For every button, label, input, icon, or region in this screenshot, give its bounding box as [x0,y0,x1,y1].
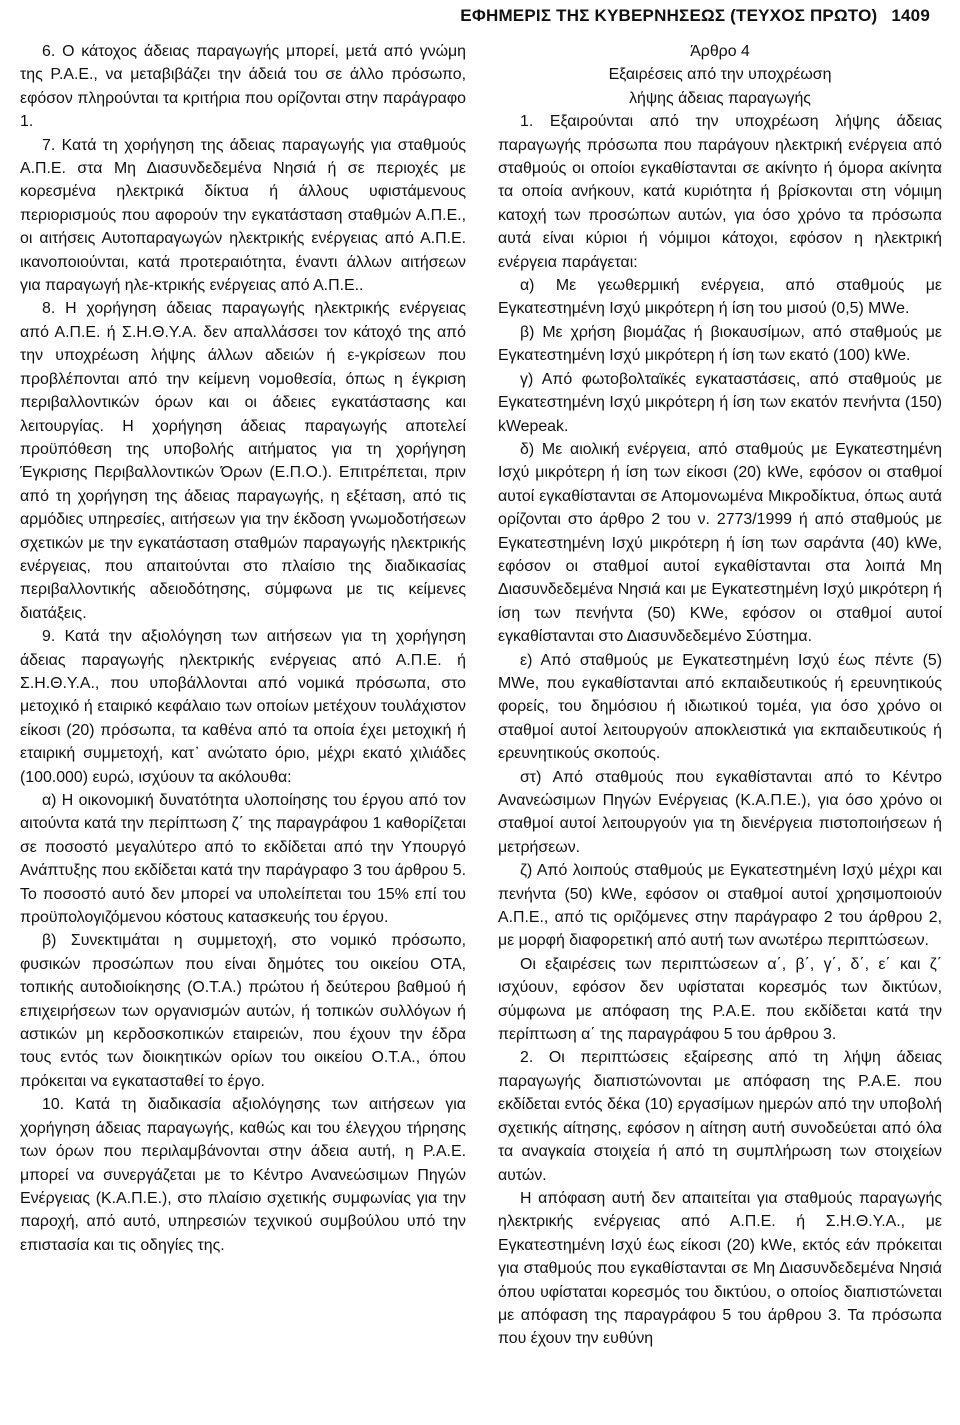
paragraph: ε) Από σταθμούς με Εγκατεστημένη Ισχύ έως πέντε (5) MWe, που εγκαθίστανται από εκπαιδευτικούς ή ερευνητικούς φορείς, του δημόσιου ή ιδιωτικού τομέα, για όσο χρόνο οι σταθμοί αυτοί λειτουργούν αποκλειστικά για εκπαιδευτικούς ή ερευνητικούς σκοπούς. [498,651,942,763]
paragraph: Οι εξαιρέσεις των περιπτώσεων α΄, β΄, γ΄, δ΄, ε΄ και ζ΄ ισχύουν, εφόσον δεν υφίσταται κορεσμός των δικτύων, σύμφωνα με απόφαση της Ρ.Α.Ε. που εκδίδεται κατά την περίπτωση α΄ της παραγράφου 5 του άρθρου 3. [498,955,942,1044]
paragraph: β) Συνεκτιμάται η συμμετοχή, στο νομικό πρόσωπο, φυσικών προσώπων που είναι δημότες του οικείου ΟΤΑ, τοπικής αυτοδιοίκησης (Ο.Τ.Α.) πρώτου ή δεύτερου βαθμού ή επιχειρήσεων των οργανισμών αυτών, ή τοπικών συλλόγων ή αστικών μη κερδοσκοπικών εταιρειών, που έχουν την έδρα τους εντός των διοικητικών ορίων του οικείου Ο.Τ.Α., όπου πρόκειται να εγκατασταθεί το έργο. [20,932,466,1090]
paragraph: α) Η οικονομική δυνατότητα υλοποίησης του έργου από τον αιτούντα κατά την περίπτωση ζ΄ της παραγράφου 1 καθορίζεται σε ποσοστό μεγαλύτερο από το εκδίδεται από την Υπουργό Ανάπτυξης που εκδίδεται κατά την παράγραφο 3 του άρθρου 5. Το ποσοστό αυτό δεν μπορεί να υπολείπεται του 15% επί του προϋπολογιζόμενου κόστους κατασκευής του έργου. [20,792,466,927]
page-header [0,6,930,26]
paragraph: 2. Οι περιπτώσεις εξαίρεσης από τη λήψη άδειας παραγωγής διαπιστώνονται με απόφαση της Ρ.Α.Ε. που εκδίδεται εντός δέκα (10) εργασίμων ημερών από την υποβολή σχετικής αίτησης, εφόσον η αίτηση αυτή συνοδεύεται από όλα τα αναγκαία στοιχεία ή από τη συμπλήρωση των στοιχείων αυτών. [498,1049,942,1184]
paragraph: γ) Από φωτοβολταϊκές εγκαταστάσεις, από σταθμούς με Εγκατεστημένη Ισχύ μικρότερη ή ίση των εκατόν πενήντα (150) kWepeak. [498,370,942,435]
paragraph: 8. Η χορήγηση άδειας παραγωγής ηλεκτρικής ενέργειας από Α.Π.Ε. ή Σ.Η.Θ.Υ.Α. δεν απαλλάσσει τον κάτοχό της από την υποχρέωση λήψης άλλων αδειών ή ε-γκρίσεων που προβλέπονται από την κείμενη νομοθεσία, όπως η έγκριση περιβαλλοντικών όρων και οι άδειες εγκατάστασης και λειτουργίας. Η χορήγηση άδειας παραγωγής αποτελεί προϋπόθεση της υποβολής αιτήματος για τη χορήγηση Έγκρισης Περιβαλλοντικών Όρων (Ε.Π.Ο.). Επιτρέπεται, πριν από τη χορήγηση της άδειας παραγωγής, η εξέταση, από τις αρμόδιες υπηρεσίες, αιτήσεων για την έκδοση γνωμοδοτήσεων σχετικών με την εγκατάσταση σταθμών παραγωγής ηλεκτρικής ενέργειας, που απαιτούνται στο πλαίσιο της διαδικασίας περιβαλλοντικής αδειοδότησης, σύμφωνα με τις κείμενες διατάξεις. [20,300,466,622]
paragraph: 9. Κατά την αξιολόγηση των αιτήσεων για τη χορήγηση άδειας παραγωγής ηλεκτρικής ενέργειας από Α.Π.Ε. ή Σ.Η.Θ.Υ.Α., που υποβάλλονται από νομικά πρόσωπα, στο μετοχικό ή εταιρικό κεφάλαιο των οποίων μετέχουν τουλάχιστον είκοσι (20) πρόσωπα, τα καθένα από τα οποία έχει μετοχική ή εταιρική συμμετοχή, κατ᾽ ανώτατο όριο, μέχρι εκατό χιλιάδες (100.000) ευρώ, ισχύουν τα ακόλουθα: [20,628,466,786]
paragraph: 7. Κατά τη χορήγηση της άδειας παραγωγής για σταθμούς Α.Π.Ε. στα Μη Διασυνδεδεμένα Νησιά ή σε περιοχές με κορεσμένα ηλεκτρικά δίκτυα ή άλλους υφιστάμενους περιορισμούς που αφορούν την εγκατάσταση σταθμών Α.Π.Ε., οι αιτήσεις Αυτοπαραγωγών ηλεκτρικής ενέργειας από Α.Π.Ε. ικανοποιούνται, κατά προτεραιότητα, έναντι άλλων αιτήσεων για παραγωγή ηλε-κτρικής ενέργειας από Α.Π.Ε.. [20,136,466,295]
paragraph: ζ) Από λοιπούς σταθμούς με Εγκατεστημένη Ισχύ μέχρι και πενήντα (50) kWe, εφόσον οι σταθμοί αυτοί χρησιμοποιούν Α.Π.Ε., από τις οριζόμενες στην παράγραφο 2 του άρθρου 2, με μορφή διαφορετική από αυτή των ανωτέρω περιπτώσεων. [498,862,942,950]
paragraph: 1. Εξαιρούνται από την υποχρέωση λήψης άδειας παραγωγής πρόσωπα που παράγουν ηλεκτρική ενέργεια από σταθμούς οι οποίοι εγκαθίστανται σε ακίνητο ή όμορα ακίνητα τα οποία ανήκουν, κατά κυριότητα ή βρίσκονται στη νόμιμη κατοχή των προσώπων αυτών, για όσο χρόνο τα πρόσωπα αυτά είναι κύριοι ή νόμιμοι κάτοχοι, εφόσον η ηλεκτρική ενέργεια παράγεται: [498,113,942,271]
paragraph: δ) Με αιολική ενέργεια, από σταθμούς με Εγκατεστημένη Ισχύ μικρότερη ή ίση των είκοσι (20) kWe, εφόσον οι σταθμοί αυτοί εγκαθίστανται σε Απομονωμένα Μικροδίκτυα, όπως αυτά ορίζονται στο άρθρο 2 του ν. 2773/1999 ή από σταθμούς με Εγκατεστημένη Ισχύ μικρότερη ή ίση των σαράντα (40) kWe, εφόσον οι σταθμοί αυτοί εγκαθίστανται στα λοιπά Μη Διασυνδεδεμένα Νησιά και με Εγκατεστημένη Ισχύ μικρότερη ή ίση των πενήντα (50) KWe, εφόσον οι σταθμοί αυτοί εγκαθίστανται στο Διασυνδεδεμένο Σύστημα. [498,440,942,646]
paragraph: α) Με γεωθερμική ενέργεια, από σταθμούς με Εγκατεστημένη Ισχύ μικρότερη ή ίση του μισού (0,5) MWe. [498,277,942,318]
paragraph: στ) Από σταθμούς που εγκαθίστανται από το Κέντρο Ανανεώσιμων Πηγών Ενέργειας (Κ.Α.Π.Ε.), για όσο χρόνο οι σταθμοί αυτοί λειτουργούν για τη διενέργεια πιστοποιήσεων ή μετρήσεων. [498,768,942,856]
paragraph: Η απόφαση αυτή δεν απαιτείται για σταθμούς παραγωγής ηλεκτρικής ενέργειας από Α.Π.Ε. ή Σ.Η.Θ.Υ.Α., με Εγκατεστημένη Ισχύ έως είκοσι (20) kWe, εκτός εάν πρόκειται για σταθμούς που εγκαθίστανται σε Μη Διασυνδεδεμένα Νησιά όπου υφίσταται κορεσμός του δικτύου, ο οποίος διαπιστώνεται με απόφαση της παραγράφου 5 του άρθρου 3. Τα πρόσωπα που έχουν την ευθύνη [498,1189,942,1348]
paragraph: 6. Ο κάτοχος άδειας παραγωγής μπορεί, μετά από γνώμη της Ρ.Α.Ε., να μεταβιβάζει την άδειά του σε άλλο πρόσωπο, εφόσον πληρούνται τα κριτήρια που ορίζονται στην παράγραφο 1. [20,43,466,131]
left-column [20,40,466,1257]
page-number: 1409 [891,6,930,25]
paragraph: β) Με χρήση βιομάζας ή βιοκαυσίμων, από σταθμούς με Εγκατεστημένη Ισχύ μικρότερη ή ίση των εκατό (100) kWe. [498,323,942,365]
article-heading: Άρθρο 4 [690,43,750,60]
article-title-line: Εξαιρέσεις από την υποχρέωση [608,66,832,84]
right-column [498,40,942,1351]
gazette-title: ΕΦΗΜΕΡΙΣ ΤΗΣ ΚΥΒΕΡΝΗΣΕΩΣ (ΤΕΥΧΟΣ ΠΡΩΤΟ) [460,6,878,25]
article-title-line: λήψης άδειας παραγωγής [629,89,811,107]
paragraph: 10. Κατά τη διαδικασία αξιολόγησης των αιτήσεων για χορήγηση άδειας παραγωγής, καθώς και του έλεγχου τήρησης των όρων που περιλαμβάνονται στην άδεια αυτή, η Ρ.Α.Ε. μπορεί να συνεργάζεται με το Κέντρο Ανανεώσιμων Πηγών Ενέργειας (Κ.Α.Π.Ε.), στο πλαίσιο σχετικής συμφωνίας για την παροχή, από αυτό, υπηρεσιών τεχνικού συμβούλου υπό την επιστασία και τις οδηγίες της. [20,1096,466,1254]
